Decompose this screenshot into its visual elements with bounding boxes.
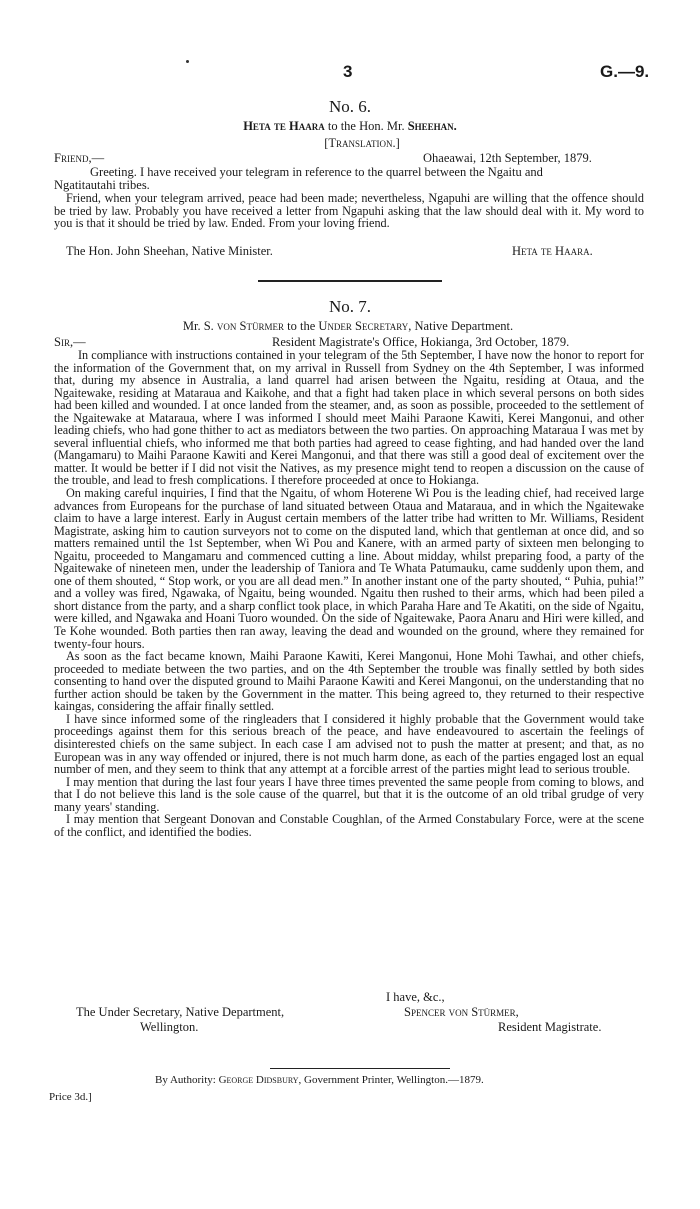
doc6-to: Sheehan. — [407, 119, 457, 133]
doc6-body-text: Friend, when your telegram arrived, peace had been made; nevertheless, Ngapuhi are willing that the offence should be tried by law. Probably you have received a letter from Ngapuhi asking that the law should deal with it. My word to you is that it should be tried by law. Ended. From your loving friend. — [54, 191, 644, 231]
footer-price: Price 3d.] — [49, 1091, 92, 1103]
doc7-addressee-line2: Wellington. — [140, 1020, 199, 1034]
doc7-to-post: Native Department. — [414, 319, 514, 333]
doc6-body — [54, 192, 644, 230]
doc7-to: Under Secretary, — [318, 319, 412, 333]
doc7-heading: No. 7. — [328, 297, 372, 316]
doc7-salutation: Sir,— — [54, 335, 86, 349]
doc6-place-date: Ohaeawai, 12th September, 1879. — [423, 151, 592, 165]
doc7-to-pre: to the — [287, 319, 316, 333]
doc7-paragraph: I have since informed some of the ringleaders that I considered it highly probable that the Government would take proceedings against them for this serious breach of the peace, and have endeavoured to ascertain the feelings of disinterested chiefs on the same subject. In each case I am advised not to push the matter at present; and that, as no European was in any way offended or injured, there is not much harm done, as each of the parties engaged lost an equal number of men, and they seem to think that any attempt at a forcible arrest of the parties might lead to serious trouble. — [54, 711, 644, 777]
doc7-place-date: Resident Magistrate's Office, Hokianga, 3rd October, 1879. — [272, 335, 570, 349]
doc6-salutation: Friend,— — [54, 151, 105, 165]
section-divider — [258, 280, 442, 282]
doc6-greeting-cont: Ngatitautahi tribes. — [54, 178, 150, 192]
doc7-signature-title: Resident Magistrate. — [498, 1020, 602, 1034]
doc6-title — [0, 119, 700, 134]
doc7-closing: I have, &c., — [386, 990, 445, 1004]
footer-authority-pre: By Authority: — [155, 1074, 216, 1086]
doc7-paragraph: I may mention that during the last four years I have three times prevented the same people from coming to blows, and that I do not believe this land is the sole cause of the quarrel, but that it is the outcome of an old tribal grudge of very many years' standing. — [54, 774, 644, 814]
doc7-paragraph: In compliance with instructions contained in your telegram of the 5th September, I have now the honor to report for the information of the Government that, on my arrival in Russell from Sydney on the 4th September, I was informed that, during my absence in Australia, a land quarrel had arisen between the Ngaitu, residing at Otaua, and the Ngaitewake, residing at Mataraua and Kaikohe, and that a fight had taken place in which several persons on both sides had been killed and wounded. I at once landed from the steamer, and, as soon as possible, proceeded to the settlement of the Ngaitewake at Mataraua, where I was informed I should meet Maihi Paraone Kawiti, Kerei Mangonui, and other leading chiefs, who had gone thither to act as mediators between the two parties. On approaching Mataraua I was met by several influential chiefs, who informed me that both parties had agreed to cease fighting, and had handed over the land (Mangamaru) to Maihi Paraone Kawiti and Kerei Mangonui, and that there was still a good deal of excitement over the matter. It would be better if I did not visit the Natives, as my presence might tend to reopen a discussion on the cause of the trouble, and lead to fresh complications. I therefore proceeded at once to Hokianga. — [54, 348, 644, 488]
footer-authority — [155, 1074, 484, 1086]
doc7-body — [54, 349, 644, 838]
footer-printer: George Didsbury, — [218, 1074, 302, 1086]
doc7-paragraph: I may mention that Sergeant Donovan and Constable Coughlan, of the Armed Constabulary Force, were at the scene of the conflict, and identified the bodies. — [54, 812, 644, 839]
doc6-from: Heta te Haara — [243, 119, 325, 133]
doc7-from-pre: Mr. S. — [182, 319, 214, 333]
doc6-to-pre: to the Hon. Mr. — [327, 119, 405, 133]
page-series: G.—9. — [600, 62, 650, 81]
doc7-paragraph: As soon as the fact became known, Maihi Paraone Kawiti, Kerei Mangonui, Hone Mohi Tawhai, and other chiefs, proceeded to mediate between the two parties, and on the 4th September the trouble was finally settled by both sides consenting to hand over the disputed ground to Maihi Paraone Kawiti and Kerei Mangonui, on the understanding that no further action should be taken by the Government in the matter. This being agreed to, they returned to their respective kaingas, considering the affair finally settled. — [54, 649, 644, 714]
doc7-title — [0, 319, 698, 334]
ink-speck — [186, 60, 189, 63]
footer-authority-post: Government Printer, Wellington.—1879. — [304, 1074, 484, 1086]
doc6-heading: No. 6. — [328, 97, 372, 116]
doc6-signature: Heta te Haara. — [512, 244, 593, 258]
doc7-paragraph: On making careful inquiries, I find that the Ngaitu, of whom Hoterene Wi Pou is the leading chief, had received large advances from Europeans for the purchase of land situated between Otaua and Mataraua, and in which the Ngaitewake claim to have a large interest. Early in August certain members of the latter tribe had written to Mr. Williams, Resident Magistrate, asking him to caution surveyors not to come on the disputed land, which that gentleman at once did, and so matters remained until the 1st September, when Wi Pou and Kanere, with an armed party of sixteen men belonging to Ngaitu, proceeded to Mangamaru and commenced cutting a line. About midday, whilst preparing food, a party of the Ngaitewake of nineteen men, under the leadership of Taniora and Te Whata Patumauku, came suddenly upon them, and one of them shouted, “ Stop work, or you are all dead men.” In another instant one of the party shouted, “ Puhia, puhia!” and a volley was fired, Ngawaka, of Ngaitu, being wounded. Ngaitu then rushed to their arms, which had been piled a short distance from the party, and a sharp conflict took place, in which Paraha Hare and Te Akatiti, on the side of Ngaitu, were killed, and Ngawaka and Hoani Tuoro wounded. On the side of Ngaitewake, Paora Anaru and Hiri were killed, and Te Kohe wounded. Both parties then ran away, leaving the dead and wounded on the ground, where they remained for twenty-four hours. — [54, 486, 644, 651]
doc6-translation: [Translation.] — [324, 136, 400, 150]
page-number: 3 — [343, 62, 353, 81]
footer-divider — [270, 1068, 450, 1069]
doc7-signature-name: Spencer von Stürmer, — [404, 1005, 519, 1019]
doc7-from: von Stürmer — [216, 319, 285, 333]
doc6-addressee: The Hon. John Sheehan, Native Minister. — [66, 244, 273, 258]
doc6-greeting: Greeting. I have received your telegram in reference to the quarrel between the Ngaitu and — [90, 165, 543, 179]
doc7-addressee-line1: The Under Secretary, Native Department, — [76, 1005, 285, 1019]
